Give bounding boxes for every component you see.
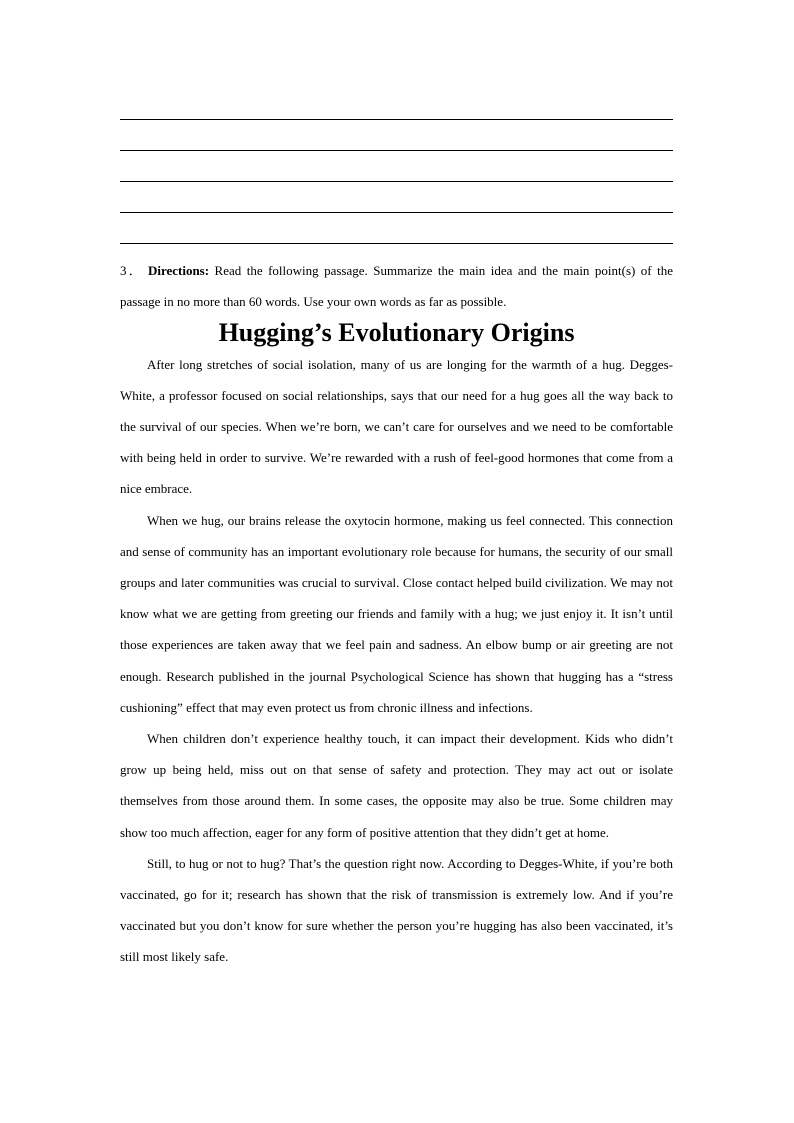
passage-paragraph: After long stretches of social isolation, many of us are longing for the warmth of a hug. Degges-White, a professor focused on social relationships, says that our need for a hug goes all the way back to the survival of our species. When we’re born, we can’t care for ourselves and we need to be comfortable with being held in order to survive. We’re rewarded with a rush of feel-good hormones that come from a nice embrace.	[120, 356, 673, 497]
answer-line	[120, 212, 673, 213]
question-number: 3．	[120, 263, 144, 278]
answer-line	[120, 119, 673, 120]
passage-title: Hugging’s Evolutionary Origins	[218, 318, 575, 348]
passage-paragraph: When children don’t experience healthy touch, it can impact their development. Kids who didn’t grow up being held, miss out on that sense of safety and protection. They may act out or isolate themselves from those around them. In some cases, the opposite may also be true. Some children may show too much affection, eager for any form of positive attention that they didn’t get at home.	[120, 731, 673, 840]
passage-paragraph: Still, to hug or not to hug? That’s the question right now. According to Degges-White, if you’re both vaccinated, go for it; research has shown that the risk of transmission is extremely low. And if you’re vaccinated but you don’t know for sure whether the person you’re hugging has also been vaccinated, it’s still most likely safe.	[120, 855, 673, 965]
question-content	[120, 255, 673, 973]
answer-line	[120, 150, 673, 151]
answer-line	[120, 181, 673, 182]
directions-text: Read the following passage. Summarize the main idea and the main point(s) of the passage in no more than 60 words. Use your own words as far as possible.	[120, 263, 673, 310]
answer-line	[120, 243, 673, 244]
question-directions	[120, 255, 673, 317]
directions-label: Directions:	[147, 263, 210, 278]
passage-paragraph: When we hug, our brains release the oxytocin hormone, making us feel connected. This connection and sense of community has an important evolutionary role because for humans, the security of our small groups and later communities was crucial to survival. Close contact helped build civilization. We may not know what we are getting from greeting our friends and family with a hug; we just enjoy it. It isn’t until those experiences are taken away that we feel pain and sadness. An elbow bump or air greeting are not enough. Research published in the journal Psychological Science has shown that hugging has a “stress cushioning” effect that may even protect us from chronic illness and infections.	[120, 512, 673, 715]
